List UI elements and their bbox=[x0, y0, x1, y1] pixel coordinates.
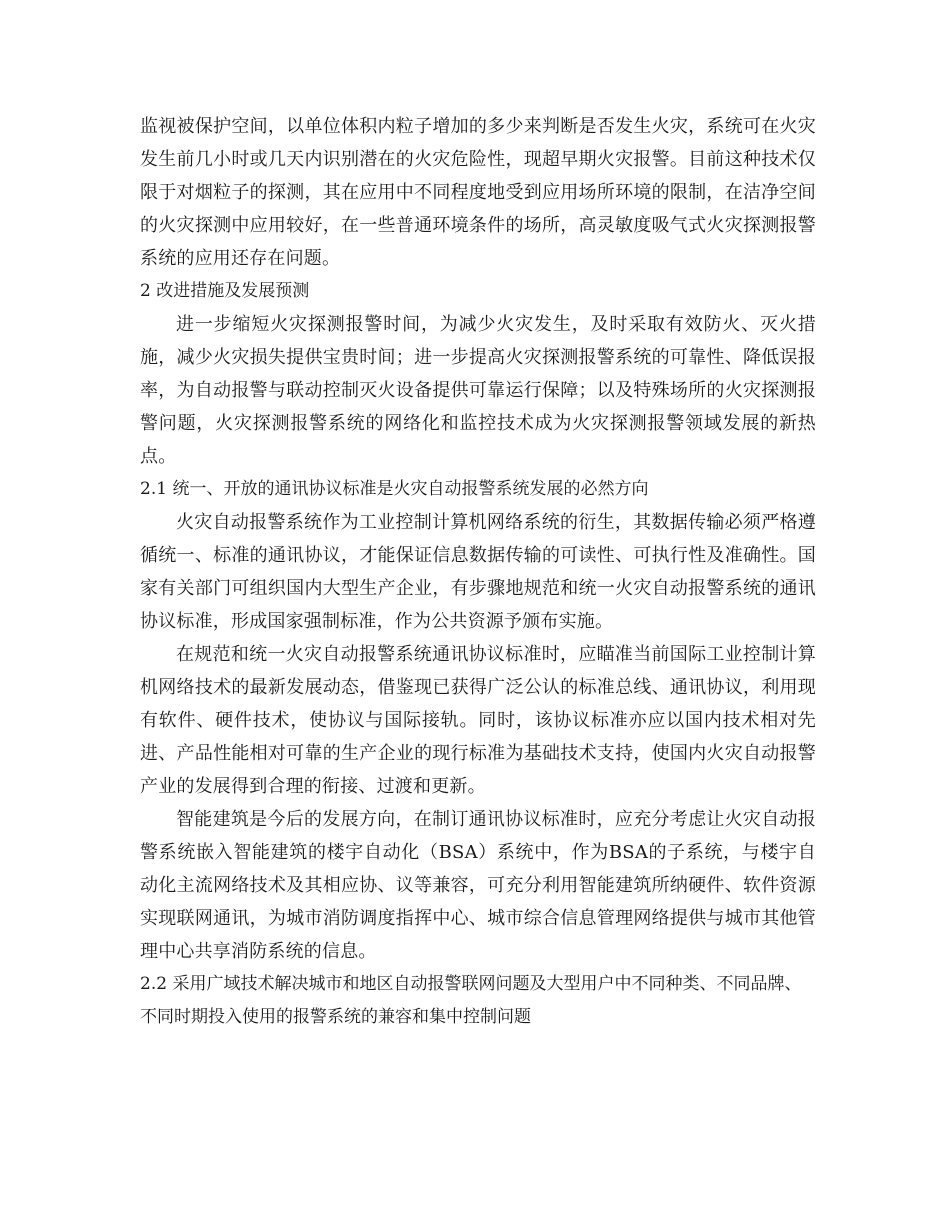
section-heading-2-1: 2.1 统一、开放的通讯协议标准是火灾自动报警系统发展的必然方向 bbox=[140, 479, 649, 499]
section-heading-2-2: 2.2 采用广域技术解决城市和地区自动报警联网问题及大型用户中不同种类、不同品牌、不同时期投入使用的报警系统的兼容和集中控制问题 bbox=[140, 974, 802, 1027]
section-heading-2: 2 改进措施及发展预测 bbox=[140, 281, 310, 301]
paragraph-improvement-measures: 进一步缩短火灾探测报警时间，为减少火灾发生，及时采取有效防火、灭火措施，减少火灾损失提供宝贵时间；进一步提高火灾探测报警系统的可靠性、降低误报率，为自动报警与联动控制灭火设备提供可靠运行保障；以及特殊场所的火灾探测报警问题，火灾探测报警系统的网络化和监控技术成为火灾探测报警领域发展的新热点。 bbox=[140, 314, 816, 467]
paragraph-intelligent-building: 智能建筑是今后的发展方向，在制订通讯协议标准时，应充分考虑让火灾自动报警系统嵌入智能建筑的楼宇自动化（BSA）系统中，作为BSA的子系统，与楼宇自动化主流网络技术及其相应协、议等兼容，可充分利用智能建筑所纳硬件、软件资源实现联网通讯，为城市消防调度指挥中心、城市综合信息管理网络提供与城市其他管理中心共享消防系统的信息。 bbox=[140, 809, 816, 962]
document-page bbox=[140, 110, 816, 1034]
paragraph-international-alignment: 在规范和统一火灾自动报警系统通讯协议标准时，应瞄准当前国际工业控制计算机网络技术的最新发展动态，借鉴现已获得广泛公认的标准总线、通讯协议，利用现有软件、硬件技术，使协议与国际接轨。同时，该协议标准亦应以国内技术相对先进、产品性能相对可靠的生产企业的现行标准为基础技术支持，使国内火灾自动报警产业的发展得到合理的衔接、过渡和更新。 bbox=[140, 644, 816, 797]
paragraph-protocol-standard: 火灾自动报警系统作为工业控制计算机网络系统的衍生，其数据传输必须严格遵循统一、标准的通讯协议，才能保证信息数据传输的可读性、可执行性及准确性。国家有关部门可组织国内大型生产企业，有步骤地规范和统一火灾自动报警系统的通讯协议标准，形成国家强制标准，作为公共资源予颁布实施。 bbox=[140, 512, 816, 632]
paragraph-fire-detection-intro: 监视被保护空间，以单位体积内粒子增加的多少来判断是否发生火灾，系统可在火灾发生前几小时或几天内识别潜在的火灾危险性，现超早期火灾报警。目前这种技术仅限于对烟粒子的探测，其在应用中不同程度地受到应用场所环境的限制，在洁净空间的火灾探测中应用较好，在一些普通环境条件的场所，高灵敏度吸气式火灾探测报警系统的应用还存在问题。 bbox=[140, 116, 816, 269]
